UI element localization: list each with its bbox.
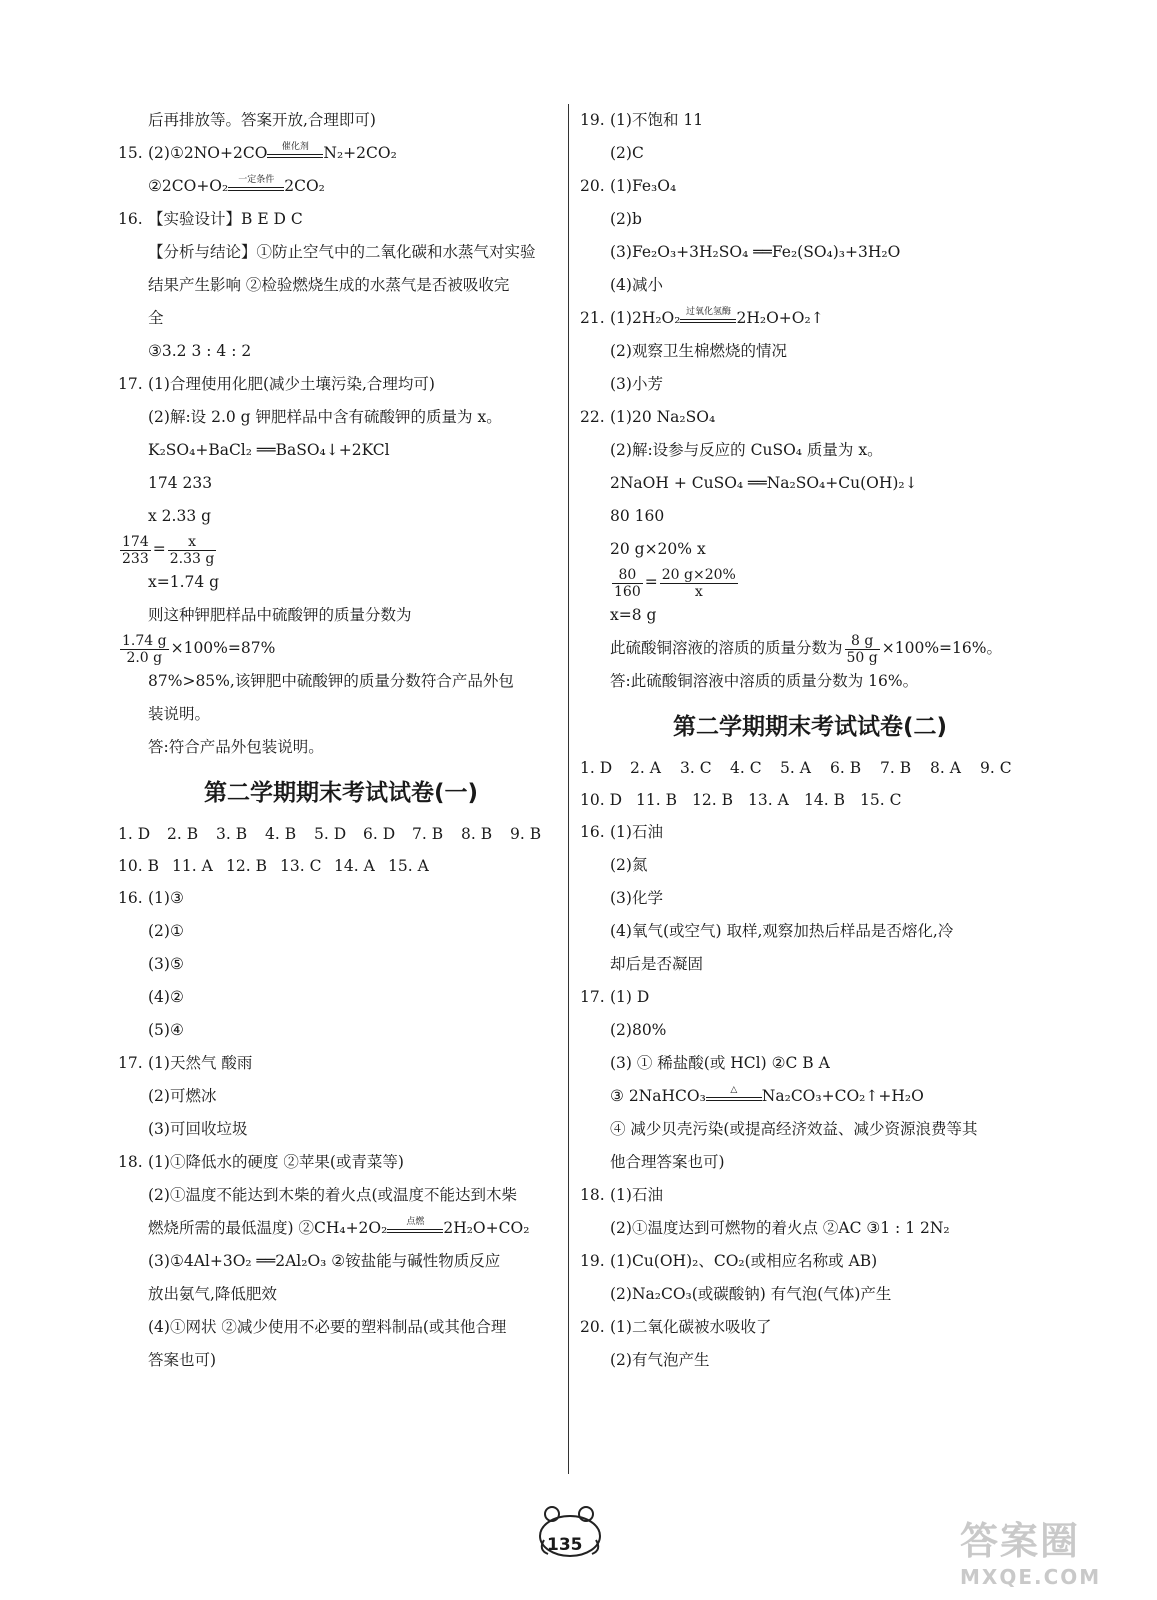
- answer-text: x 2.33 g: [148, 507, 212, 525]
- answer-line: [118, 335, 564, 368]
- answer-line: [118, 368, 564, 401]
- mcq-answer: 11. A: [172, 857, 213, 875]
- answer-text: (2)有气泡产生: [610, 1351, 710, 1369]
- reaction-condition: 过氧化氢酶: [680, 307, 736, 331]
- question-number: 21.: [580, 309, 605, 327]
- answer-line: [118, 1212, 564, 1245]
- answer-line: [580, 401, 1040, 434]
- left-column: [118, 104, 564, 1377]
- answer-text: (2)①温度不能达到木柴的着火点(或温度不能达到木柴: [148, 1186, 518, 1204]
- question-number: 18.: [118, 1153, 143, 1171]
- answer-line: [580, 882, 1040, 915]
- answer-line: [118, 1278, 564, 1311]
- answer-text: 答案也可): [148, 1351, 217, 1369]
- question-number: 19.: [580, 111, 605, 129]
- answer-text: (1)二氧化碳被水吸收了: [610, 1318, 772, 1336]
- answer-line: x=1.74 g: [148, 573, 220, 591]
- answer-text: (1) D: [610, 988, 650, 1006]
- answer-line: 则这种钾肥样品中硫酸钾的质量分数为: [148, 606, 412, 624]
- answer-text: (1)石油: [610, 823, 663, 841]
- answer-line: [118, 1080, 564, 1113]
- mcq-answer: 7. B: [412, 825, 444, 843]
- mcq-answer: 6. D: [363, 825, 396, 843]
- answer-text: (1)①降低水的硬度 ②苹果(或青菜等): [148, 1153, 404, 1171]
- answer-text: 答:符合产品外包装说明。: [148, 738, 324, 756]
- answer-line: [580, 1212, 1040, 1245]
- answer-line: [580, 816, 1040, 849]
- answer-line: [580, 368, 1040, 401]
- fraction: $\frac{1.74 g}{2.0 g}$: [122, 632, 167, 666]
- mcq-answer: 14. A: [334, 857, 375, 875]
- answer-text: (1)20 Na₂SO₄: [610, 408, 716, 426]
- answer-line: [118, 1047, 564, 1080]
- answer-text: (1)Cu(OH)₂、CO₂(或相应名称或 AB): [610, 1252, 878, 1270]
- reaction-condition: 点燃: [387, 1217, 443, 1241]
- answer-line: [118, 731, 564, 764]
- question-number: 19.: [580, 1252, 605, 1270]
- answer-line: 答:此硫酸铜溶液中溶质的质量分数为 16%。: [610, 672, 919, 690]
- mcq-answer: 8. A: [930, 759, 961, 777]
- answer-text: 174 233: [148, 474, 213, 492]
- question-number: 16.: [118, 210, 143, 228]
- answer-text: (4)减小: [610, 276, 663, 294]
- answer-line: [580, 915, 1040, 948]
- mcq-answer: 9. B: [510, 825, 542, 843]
- mcq-answer: 5. D: [314, 825, 347, 843]
- mcq-answer: 12. B: [692, 791, 733, 809]
- answer-text: (1)石油: [610, 1186, 663, 1204]
- answer-line: [118, 269, 564, 302]
- answer-line: [118, 1146, 564, 1179]
- fraction-line: $\frac{1.74 g}{2.0 g}$ ×100%=87%: [122, 632, 276, 666]
- mcq-row: [118, 850, 564, 882]
- mcq-row: [580, 784, 1040, 816]
- answer-line: [580, 1113, 1040, 1146]
- answer-line: x=8 g: [610, 606, 657, 624]
- answer-line: [580, 533, 1040, 566]
- section-title: 第二学期期末考试试卷(一): [203, 780, 479, 806]
- mcq-answer: 1. D: [580, 759, 613, 777]
- answer-text: (1)③: [148, 889, 184, 907]
- answer-text: (1)天然气 酸雨: [148, 1054, 253, 1072]
- answer-line: [118, 236, 564, 269]
- mcq-answer: 9. C: [980, 759, 1012, 777]
- answer-line: [580, 1179, 1040, 1212]
- answer-line: [118, 401, 564, 434]
- answer-line: [580, 137, 1040, 170]
- mcq-answer: 13. C: [280, 857, 322, 875]
- answer-text: (3)小芳: [610, 375, 663, 393]
- fraction: $\frac{8 g}{50 g}$: [846, 632, 878, 666]
- question-number: 22.: [580, 408, 605, 426]
- answer-text: (2)解:设 2.0 g 钾肥样品中含有硫酸钾的质量为 x。: [148, 408, 502, 426]
- fraction: $\frac{80}{160}$: [614, 566, 641, 600]
- answer-line: [118, 981, 564, 1014]
- answer-line: [118, 665, 564, 698]
- answer-line: [580, 335, 1040, 368]
- answer-line: [580, 269, 1040, 302]
- mcq-answer: 13. A: [748, 791, 789, 809]
- mcq-answer: 5. A: [780, 759, 811, 777]
- answer-line: [118, 915, 564, 948]
- answer-line: [580, 981, 1040, 1014]
- answer-text: (2)解:设参与反应的 CuSO₄ 质量为 x。: [610, 441, 883, 459]
- answer-line: [580, 1014, 1040, 1047]
- watermark-logo: 答案圈 MXQE.COM: [960, 1519, 1102, 1589]
- answer-text: 放出氨气,降低肥效: [148, 1285, 277, 1303]
- answer-line: [118, 137, 564, 170]
- answer-text: (4)②: [148, 988, 184, 1006]
- question-number: 20.: [580, 1318, 605, 1336]
- answer-text: (3)化学: [610, 889, 663, 907]
- answer-text: (2)80%: [610, 1021, 667, 1039]
- answer-line: [580, 1146, 1040, 1179]
- answer-line: [118, 1179, 564, 1212]
- answer-text: 结果产生影响 ②检验燃烧生成的水蒸气是否被吸收完: [148, 276, 510, 294]
- answer-line: [580, 1344, 1040, 1377]
- answer-text: (3)可回收垃圾: [148, 1120, 248, 1138]
- answer-line: [580, 849, 1040, 882]
- mcq-answer: 6. B: [830, 759, 862, 777]
- question-number: 16.: [580, 823, 605, 841]
- answer-line: [580, 236, 1040, 269]
- answer-text: ③3.2 3 : 4 : 2: [148, 342, 252, 360]
- answer-text: 后再排放等。答案开放,合理即可): [148, 111, 376, 129]
- mcq-answer: 2. B: [167, 825, 199, 843]
- right-column: [580, 104, 1040, 1377]
- answer-line: [580, 1311, 1040, 1344]
- mcq-answer: 15. A: [388, 857, 429, 875]
- answer-line: [580, 104, 1040, 137]
- answer-text: 【实验设计】B E D C: [148, 210, 303, 228]
- answer-text: 【分析与结论】①防止空气中的二氧化碳和水蒸气对实验: [148, 243, 536, 261]
- answer-line: [580, 1047, 1040, 1080]
- reaction-condition: △: [706, 1085, 762, 1109]
- answer-line: [118, 500, 564, 533]
- answer-line: [118, 698, 564, 731]
- answer-text: (1)Fe₃O₄: [610, 177, 677, 195]
- answer-text: 87%>85%,该钾肥中硫酸钾的质量分数符合产品外包: [148, 672, 514, 690]
- answer-text: 燃烧所需的最低温度) ②CH₄+2O₂ 点燃 2H₂O+CO₂: [148, 1212, 529, 1245]
- answer-line: [580, 467, 1040, 500]
- question-number: 16.: [118, 889, 143, 907]
- answer-text: (3) ① 稀盐酸(或 HCl) ②C B A: [610, 1054, 830, 1072]
- answer-line: [118, 467, 564, 500]
- answer-text: 全: [148, 309, 164, 327]
- answer-text: 2NaOH + CuSO₄ ══Na₂SO₄+Cu(OH)₂↓: [610, 474, 918, 492]
- column-divider: [568, 104, 569, 1474]
- mcq-row: [580, 752, 1040, 784]
- mcq-answer: 4. C: [730, 759, 762, 777]
- answer-text: (2)b: [610, 210, 642, 228]
- mcq-answer: 3. B: [216, 825, 248, 843]
- section-title: 第二学期期末考试试卷(二): [672, 714, 948, 740]
- fraction: $\frac{x}{2.33 g}$: [169, 533, 215, 567]
- fraction-line: 此硫酸铜溶液的溶质的质量分数为 $\frac{8 g}{50 g}$ ×100%=16%。: [610, 632, 1002, 666]
- answer-line: [118, 434, 564, 467]
- answer-text: (3)⑤: [148, 955, 184, 973]
- reaction-condition: 一定条件: [228, 175, 284, 199]
- answer-line: [580, 203, 1040, 236]
- mcq-answer: 3. C: [680, 759, 712, 777]
- answer-line: [118, 104, 564, 137]
- answer-line: [118, 203, 564, 236]
- answer-line: [580, 170, 1040, 203]
- answer-line: [580, 1080, 1040, 1113]
- answer-text: (4)①网状 ②减少使用不必要的塑料制品(或其他合理: [148, 1318, 507, 1336]
- answer-text: (4)氧气(或空气) 取样,观察加热后样品是否熔化,冷: [610, 922, 954, 940]
- question-number: 17.: [118, 375, 143, 393]
- answer-line: [118, 1311, 564, 1344]
- answer-text: ④ 减少贝壳污染(或提高经济效益、减少资源浪费等其: [610, 1120, 978, 1138]
- reaction-condition: 催化剂: [267, 142, 323, 166]
- mcq-row: [118, 818, 564, 850]
- page-number: 135: [547, 1535, 583, 1555]
- answer-text: 80 160: [610, 507, 665, 525]
- answer-line: [118, 1245, 564, 1278]
- question-number: 17.: [580, 988, 605, 1006]
- answer-text: ②2CO+O₂ 一定条件 2CO₂: [148, 170, 325, 203]
- mcq-answer: 10. B: [118, 857, 159, 875]
- answer-text: (2)①温度达到可燃物的着火点 ②AC ③1 : 1 2N₂: [610, 1219, 950, 1237]
- answer-line: [118, 882, 564, 915]
- question-number: 15.: [118, 144, 143, 162]
- answer-line: [118, 1344, 564, 1377]
- answer-text: (2)观察卫生棉燃烧的情况: [610, 342, 787, 360]
- answer-text: (2)Na₂CO₃(或碳酸钠) 有气泡(气体)产生: [610, 1285, 892, 1303]
- answer-line: [580, 1245, 1040, 1278]
- mcq-answer: 10. D: [580, 791, 623, 809]
- answer-line: [580, 500, 1040, 533]
- answer-line: [118, 1014, 564, 1047]
- mcq-answer: 12. B: [226, 857, 267, 875]
- answer-line: [580, 948, 1040, 981]
- question-number: 20.: [580, 177, 605, 195]
- answer-text: (5)④: [148, 1021, 184, 1039]
- answer-text: (1)2H₂O₂ 过氧化氢酶 2H₂O+O₂↑: [610, 302, 824, 335]
- answer-line: [580, 1278, 1040, 1311]
- fraction-line: $\frac{174}{233}$ = $\frac{x}{2.33 g}$: [122, 533, 215, 567]
- answer-line: [580, 302, 1040, 335]
- question-number: 17.: [118, 1054, 143, 1072]
- answer-text: K₂SO₄+BaCl₂ ══BaSO₄↓+2KCl: [148, 441, 390, 459]
- answer-line: [580, 434, 1040, 467]
- answer-text: (2)可燃冰: [148, 1087, 217, 1105]
- fraction-line: $\frac{80}{160}$ = $\frac{20 g\times 20\%}{x}$: [614, 566, 736, 600]
- answer-line: [118, 302, 564, 335]
- answer-line: [118, 948, 564, 981]
- mcq-answer: 15. C: [860, 791, 902, 809]
- answer-text: (1)合理使用化肥(减少土壤污染,合理均可): [148, 375, 435, 393]
- answer-text: 装说明。: [148, 705, 211, 723]
- answer-text: (3)Fe₂O₃+3H₂SO₄ ══Fe₂(SO₄)₃+3H₂O: [610, 243, 901, 261]
- answer-text: 却后是否凝固: [610, 955, 704, 973]
- answer-text: (1)不饱和 11: [610, 111, 704, 129]
- answer-text: ③ 2NaHCO₃ △ Na₂CO₃+CO₂↑+H₂O: [610, 1080, 924, 1113]
- mcq-answer: 7. B: [880, 759, 912, 777]
- mcq-answer: 8. B: [461, 825, 493, 843]
- answer-text: (2)①2NO+2CO 催化剂 N₂+2CO₂: [148, 137, 397, 170]
- answer-text: (2)C: [610, 144, 644, 162]
- answer-line: [118, 1113, 564, 1146]
- answer-text: 20 g×20% x: [610, 540, 706, 558]
- mcq-answer: 11. B: [636, 791, 677, 809]
- answer-text: 他合理答案也可): [610, 1153, 725, 1171]
- mcq-answer: 14. B: [804, 791, 845, 809]
- mcq-answer: 1. D: [118, 825, 151, 843]
- fraction: $\frac{174}{233}$: [122, 533, 149, 567]
- answer-text: (3)①4Al+3O₂ ══2Al₂O₃ ②铵盐能与碱性物质反应: [148, 1252, 501, 1270]
- answer-text: (2)氮: [610, 856, 648, 874]
- mcq-answer: 4. B: [265, 825, 297, 843]
- fraction: $\frac{20 g\times 20\%}{x}$: [661, 566, 736, 600]
- mcq-answer: 2. A: [630, 759, 661, 777]
- answer-line: [118, 170, 564, 203]
- answer-text: (2)①: [148, 922, 184, 940]
- question-number: 18.: [580, 1186, 605, 1204]
